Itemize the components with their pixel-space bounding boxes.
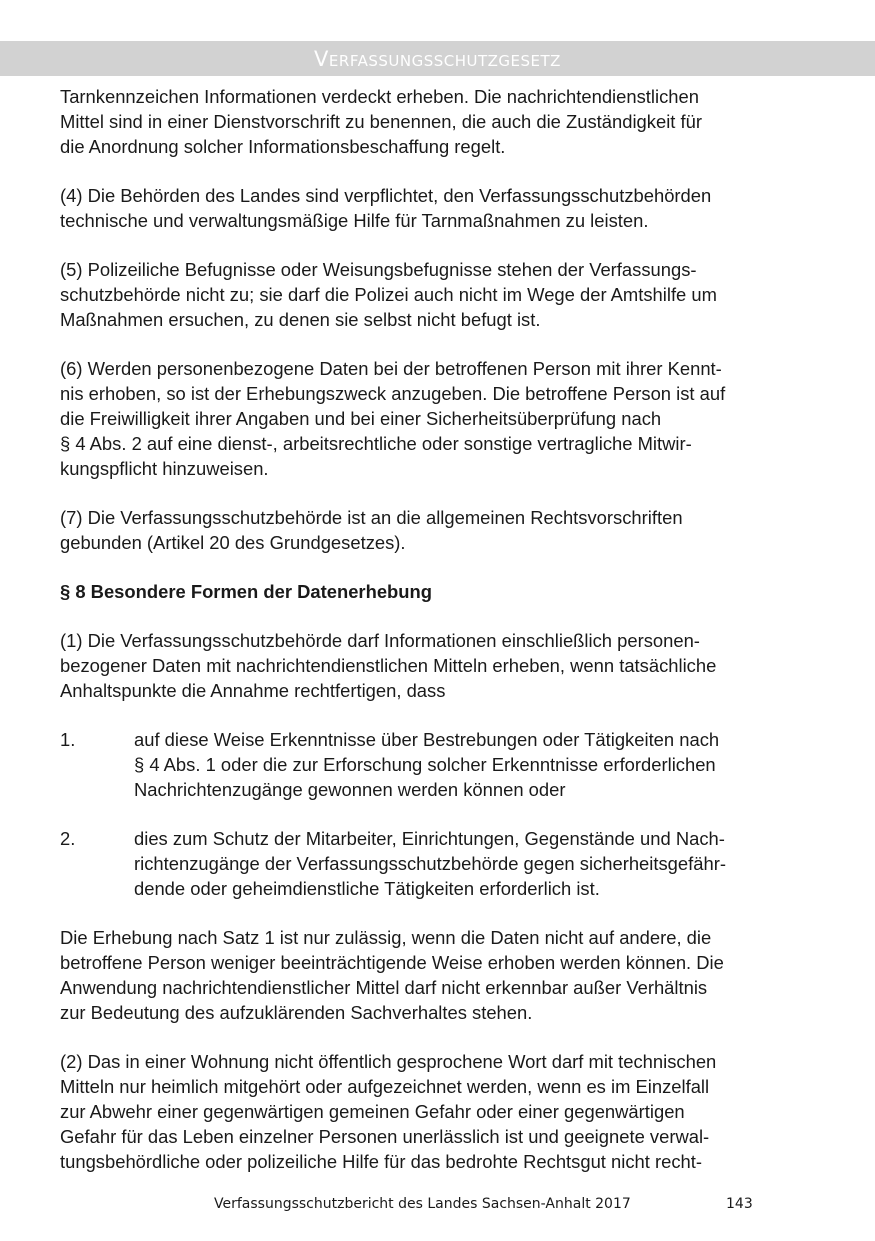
list-number: 1.: [60, 729, 76, 750]
running-header: [0, 41, 875, 76]
paragraph: [60, 505, 820, 555]
list-item: [60, 826, 820, 901]
text-line: Tarnkennzeichen Informationen verdeckt erheben. Die nachrichtendienstlichen: [60, 86, 699, 107]
text-line: Anwendung nachrichtendienstlicher Mittel darf nicht erkennbar außer Verhältnis: [60, 977, 708, 998]
paragraph: [60, 257, 820, 332]
text-line: auf diese Weise Erkenntnisse über Bestrebungen oder Tätigkeiten nach: [134, 729, 720, 750]
text-line: (4) Die Behörden des Landes sind verpflichtet, den Verfassungsschutzbehörden: [60, 185, 712, 206]
text-line: tungsbehördliche oder polizeiliche Hilfe für das bedrohte Rechtsgut nicht recht-: [60, 1151, 702, 1172]
text-line: Nachrichtenzugänge gewonnen werden können oder: [134, 779, 566, 800]
text-line: richtenzugänge der Verfassungsschutzbehörde gegen sicherheitsgefähr-: [134, 853, 726, 874]
paragraph: [60, 628, 820, 703]
text-line: Mittel sind in einer Dienstvorschrift zu benennen, die auch die Zuständigkeit für: [60, 111, 702, 132]
text-line: § 4 Abs. 2 auf eine dienst-, arbeitsrechtliche oder sonstige vertragliche Mitwir-: [60, 433, 692, 454]
document-body: [60, 84, 820, 1198]
paragraph: [60, 1049, 820, 1174]
text-line: schutzbehörde nicht zu; sie darf die Polizei auch nicht im Wege der Amtshilfe um: [60, 284, 717, 305]
paragraph: [60, 84, 820, 159]
text-line: § 4 Abs. 1 oder die zur Erforschung solcher Erkenntnisse erforderlichen: [134, 754, 716, 775]
header-title: Verfassungsschutzgesetz: [314, 47, 561, 71]
text-line: (1) Die Verfassungsschutzbehörde darf Informationen einschließlich personen-: [60, 630, 700, 651]
paragraph: [60, 925, 820, 1025]
text-line: dies zum Schutz der Mitarbeiter, Einrichtungen, Gegenstände und Nach-: [134, 828, 725, 849]
paragraph: [60, 356, 820, 481]
text-line: (6) Werden personenbezogene Daten bei der betroffenen Person mit ihrer Kennt-: [60, 358, 722, 379]
paragraph: [60, 183, 820, 233]
text-line: (7) Die Verfassungsschutzbehörde ist an die allgemeinen Rechtsvorschriften: [60, 507, 683, 528]
text-line: zur Abwehr einer gegenwärtigen gemeinen Gefahr oder einer gegenwärtigen: [60, 1101, 685, 1122]
text-line: Gefahr für das Leben einzelner Personen unerlässlich ist und geeignete verwal-: [60, 1126, 710, 1147]
list-number: 2.: [60, 828, 76, 849]
section-heading: § 8 Besondere Formen der Datenerhebung: [60, 581, 432, 602]
text-line: bezogener Daten mit nachrichtendienstlichen Mitteln erheben, wenn tatsächliche: [60, 655, 717, 676]
text-line: zur Bedeutung des aufzuklärenden Sachverhaltes stehen.: [60, 1002, 533, 1023]
text-line: Anhaltspunkte die Annahme rechtfertigen, dass: [60, 680, 446, 701]
text-line: kungspflicht hinzuweisen.: [60, 458, 269, 479]
text-line: nis erhoben, so ist der Erhebungszweck anzugeben. Die betroffene Person ist auf: [60, 383, 726, 404]
text-line: technische und verwaltungsmäßige Hilfe für Tarnmaßnahmen zu leisten.: [60, 210, 649, 231]
text-line: die Freiwilligkeit ihrer Angaben und bei einer Sicherheitsüberprüfung nach: [60, 408, 662, 429]
text-line: betroffene Person weniger beeinträchtigende Weise erhoben werden können. Die: [60, 952, 724, 973]
text-line: gebunden (Artikel 20 des Grundgesetzes).: [60, 532, 406, 553]
list-item: [60, 727, 820, 802]
text-line: Mitteln nur heimlich mitgehört oder aufgezeichnet werden, wenn es im Einzelfall: [60, 1076, 710, 1097]
text-line: Die Erhebung nach Satz 1 ist nur zulässig, wenn die Daten nicht auf andere, die: [60, 927, 712, 948]
page-number: 143: [726, 1196, 753, 1212]
text-line: dende oder geheimdienstliche Tätigkeiten erforderlich ist.: [134, 878, 600, 899]
text-line: (5) Polizeiliche Befugnisse oder Weisungsbefugnisse stehen der Verfassungs-: [60, 259, 697, 280]
text-line: die Anordnung solcher Informationsbeschaffung regelt.: [60, 136, 506, 157]
footer-text: Verfassungsschutzbericht des Landes Sachsen-Anhalt 2017: [214, 1196, 631, 1212]
text-line: Maßnahmen ersuchen, zu denen sie selbst nicht befugt ist.: [60, 309, 541, 330]
text-line: (2) Das in einer Wohnung nicht öffentlich gesprochene Wort darf mit technischen: [60, 1051, 717, 1072]
